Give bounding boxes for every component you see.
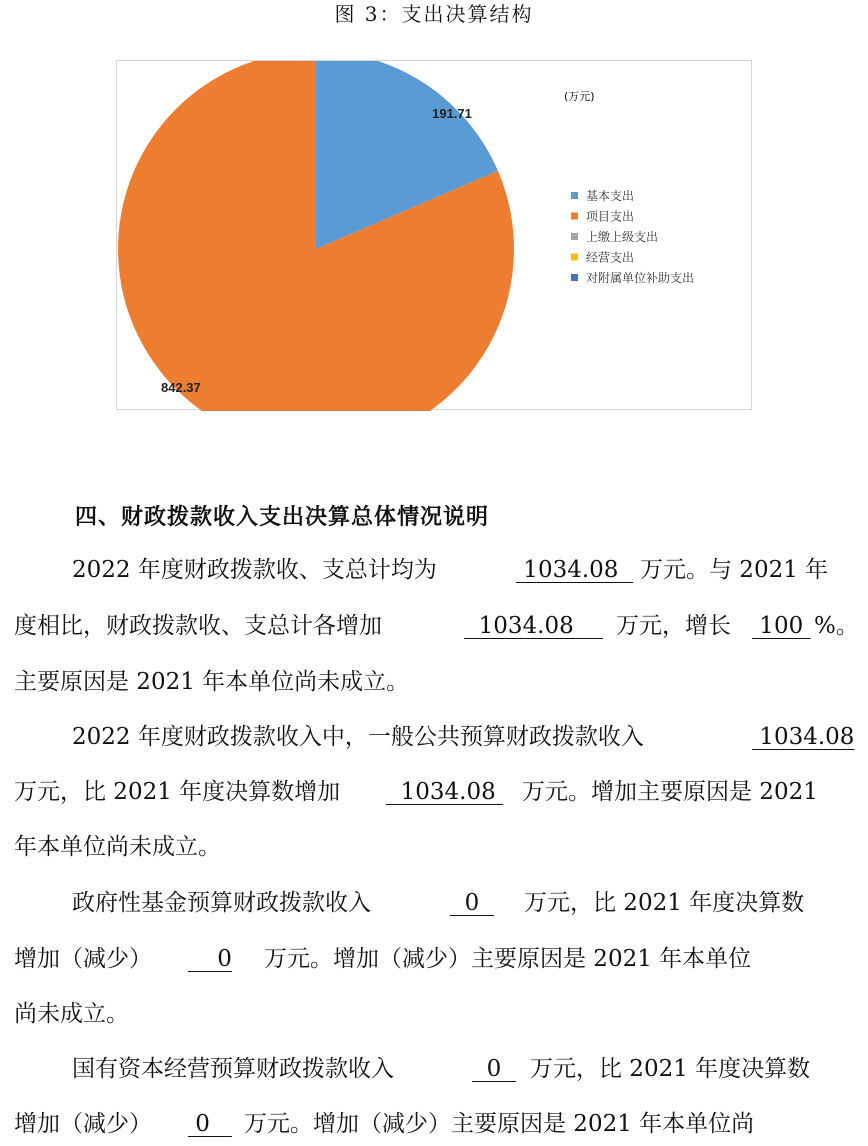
p4-change-value: 0 [188, 1111, 232, 1137]
pie-chart [116, 60, 752, 410]
legend-swatch-0 [571, 192, 578, 199]
p2-text-b: 万元，比 2021 年度决算数增加 [14, 779, 341, 805]
p3-fund-budget-value: 0 [450, 890, 494, 916]
p4-text-d: 万元。增加（减少）主要原因是 2021 年本单位尚 [244, 1111, 755, 1137]
p3-line-2 [0, 942, 868, 976]
pie-chart-svg [117, 61, 753, 411]
legend-label-0: 基本支出 [586, 189, 635, 203]
p3-line-3 [0, 997, 868, 1031]
legend-swatch-4 [571, 274, 578, 281]
p1-total-value: 1034.08 [516, 557, 634, 583]
legend-label-4: 对附属单位补助支出 [586, 271, 695, 285]
p3-change-value: 0 [188, 946, 232, 972]
legend-label-1: 项目支出 [586, 209, 635, 224]
p2-increase-value: 1034.08 [386, 779, 504, 805]
p2-line-3 [0, 830, 868, 864]
p4-state-capital-value: 0 [472, 1056, 516, 1082]
p2-line-1 [0, 720, 868, 754]
p4-line-1 [0, 1052, 868, 1086]
p4-line-2 [0, 1107, 868, 1141]
p2-text-c: 万元。增加主要原因是 2021 [522, 779, 818, 805]
p3-text-b: 万元，比 2021 年度决算数 [524, 890, 805, 916]
p3-text-d: 万元。增加（减少）主要原因是 2021 年本单位 [264, 946, 752, 972]
section-heading: 四、财政拨款收入支出决算总体情况说明 [75, 505, 490, 530]
p1-increase-value: 1034.08 [464, 613, 603, 639]
p1-text-d: 万元，增长 [616, 613, 731, 639]
p1-text-c: 度相比，财政拨款收、支总计各增加 [14, 613, 382, 639]
p1-line-1 [0, 553, 868, 587]
p1-text-e: %。 [814, 613, 859, 639]
p2-general-budget-value: 1034.08 [752, 724, 855, 750]
p4-text-c: 增加（减少） [14, 1111, 152, 1137]
p2-text-d: 年本单位尚未成立。 [14, 834, 221, 860]
legend-label-3: 经营支出 [586, 250, 635, 265]
p2-text-a: 2022 年度财政拨款收入中，一般公共预算财政拨款收入 [72, 724, 644, 750]
p1-line-2 [0, 609, 868, 643]
p2-line-2 [0, 775, 868, 809]
chart-unit-label: (万元) [564, 90, 595, 103]
p1-growth-value: 100 [752, 613, 811, 639]
p1-line-3 [0, 665, 868, 699]
p1-text-b: 万元。与 2021 年 [640, 557, 829, 583]
p4-text-a: 国有资本经营预算财政拨款收入 [72, 1056, 394, 1082]
legend-swatch-2 [571, 233, 578, 240]
p1-text-a: 2022 年度财政拨款收、支总计均为 [72, 557, 437, 583]
figure-caption: 图 3：支出决算结构 [334, 2, 534, 26]
pie-data-label-1: 842.37 [161, 380, 201, 395]
pie-data-label-0: 191.71 [432, 106, 472, 121]
p1-text-f: 主要原因是 2021 年本单位尚未成立。 [14, 669, 410, 695]
p3-line-1 [0, 886, 868, 920]
p4-text-b: 万元，比 2021 年度决算数 [530, 1056, 811, 1082]
p3-text-e: 尚未成立。 [14, 1001, 129, 1027]
p3-text-a: 政府性基金预算财政拨款收入 [72, 890, 371, 916]
p3-text-c: 增加（减少） [14, 946, 152, 972]
legend-swatch-1 [571, 213, 578, 220]
legend-swatch-3 [571, 254, 578, 261]
legend-label-2: 上缴上级支出 [586, 230, 659, 244]
